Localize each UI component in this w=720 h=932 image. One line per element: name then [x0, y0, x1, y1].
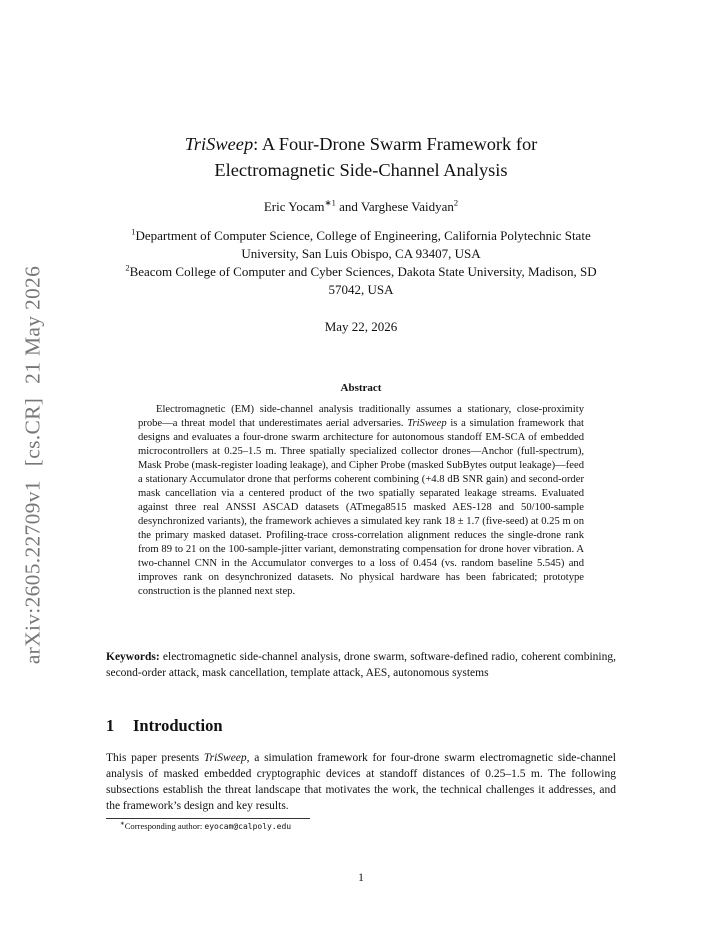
arxiv-category: [cs.CR] — [20, 397, 45, 467]
author-1: Eric Yocam — [263, 199, 325, 214]
abstract-text-1: Electromagnetic (EM) side-channel analysis traditionally assumes a stationary, close-proximity probe—a threat model that underestimates aerial adversaries. — [138, 404, 584, 429]
title-line2: Electromagnetic Side-Channel Analysis — [214, 160, 508, 180]
author-1-mark: ∗1 — [324, 197, 336, 208]
paper-date: May 22, 2026 — [324, 319, 398, 334]
author-and: and — [339, 199, 358, 214]
affiliation-2-text: Beacom College of Computer and Cyber Sciences, Dakota State University, Madison, SD 57042, USA — [129, 264, 597, 297]
footnote — [120, 821, 291, 831]
footnote-email[interactable]: eyocam@calpoly.edu — [204, 822, 292, 831]
arxiv-id: arXiv:2605.22709v1 — [20, 480, 45, 665]
intro-text-2: , a simulation framework for four-drone swarm electromagnetic side-channel analysis of masked embedded cryptographic devices at standoff distances of 0.25–1.5 m. The following subsections establish the threat landscape that motivates the work, the technical challenges it addresses, and the framework’s design and key results. — [106, 752, 616, 812]
abstract-body — [138, 403, 584, 599]
section-number: 1 — [106, 716, 115, 735]
footnote-mark: ∗ — [120, 821, 125, 828]
footnote-rule — [106, 818, 310, 819]
affiliations — [106, 227, 616, 299]
arxiv-date: 21 May 2026 — [20, 265, 45, 384]
keywords-label: Keywords: — [106, 651, 160, 663]
title-name: TriSweep — [184, 134, 254, 154]
arxiv-sidebar-stamp — [21, 266, 46, 664]
affiliation-1-mark: 1 — [131, 226, 136, 237]
abstract-heading: Abstract — [340, 382, 382, 394]
author-list — [106, 199, 616, 215]
affiliation-2-mark: 2 — [125, 262, 130, 273]
author-2: Varghese Vaidyan — [360, 199, 454, 214]
intro-text-1: This paper presents — [106, 752, 204, 764]
footnote-label: Corresponding author: — [124, 821, 205, 831]
affiliation-1 — [106, 227, 616, 263]
author-2-mark: 2 — [453, 197, 459, 208]
affiliation-1-text: Department of Computer Science, College of Engineering, California Polytechnic State University, San Luis Obispo, CA 93407, USA — [135, 228, 591, 261]
abstract-text-2: is a simulation framework that designs and evaluates a four-drone swarm architecture for autonomous standoff EM-SCA of embedded microcontrollers at 0.25–1.5 m. Three spatially specialized collector drones—Anchor (full-spectrum), Mask Probe (mask-register loading leakage), and Cipher Probe (masked SubBytes output leakage)—feed a stationary Accumulator drone that performs coherent combining (+4.8 dB SNR gain) and second-order mask cancellation via a centered product of the two spatially separated leakage streams. Evaluated against three real ANSSI ASCAD datasets (ATmega8515 masked AES-128 and 50/100-sample desynchronized variants), the framework achieves a simulated key rank 18 ± 1.7 (five-seed) at 0.25 m on the primary masked dataset. Profiling-trace cross-correlation alignment reduces the single-drone rank from 89 to 21 on the 100-sample-jitter variant, demonstrating compensation for drone hover vibration. A two-channel CNN in the Accumulator converges to a loss of 0.454 (vs. random baseline 5.545) and improves rank on desynchronized datasets. No physical hardware has been fabricated; prototype construction is the planned next step. — [138, 418, 584, 597]
page-number: 1 — [358, 872, 364, 884]
section-heading — [106, 716, 223, 736]
intro-paragraph — [106, 750, 616, 814]
intro-name: TriSweep — [203, 752, 247, 764]
section-title: Introduction — [133, 716, 223, 735]
affiliation-2 — [106, 263, 616, 299]
title-line1: : A Four-Drone Swarm Framework for — [253, 134, 538, 154]
paper-title — [106, 131, 616, 183]
abstract-name: TriSweep — [407, 418, 447, 429]
keywords-text: electromagnetic side-channel analysis, drone swarm, software-defined radio, coherent combining, second-order attack, mask cancellation, template attack, AES, autonomous systems — [106, 651, 616, 679]
keywords — [106, 649, 616, 681]
